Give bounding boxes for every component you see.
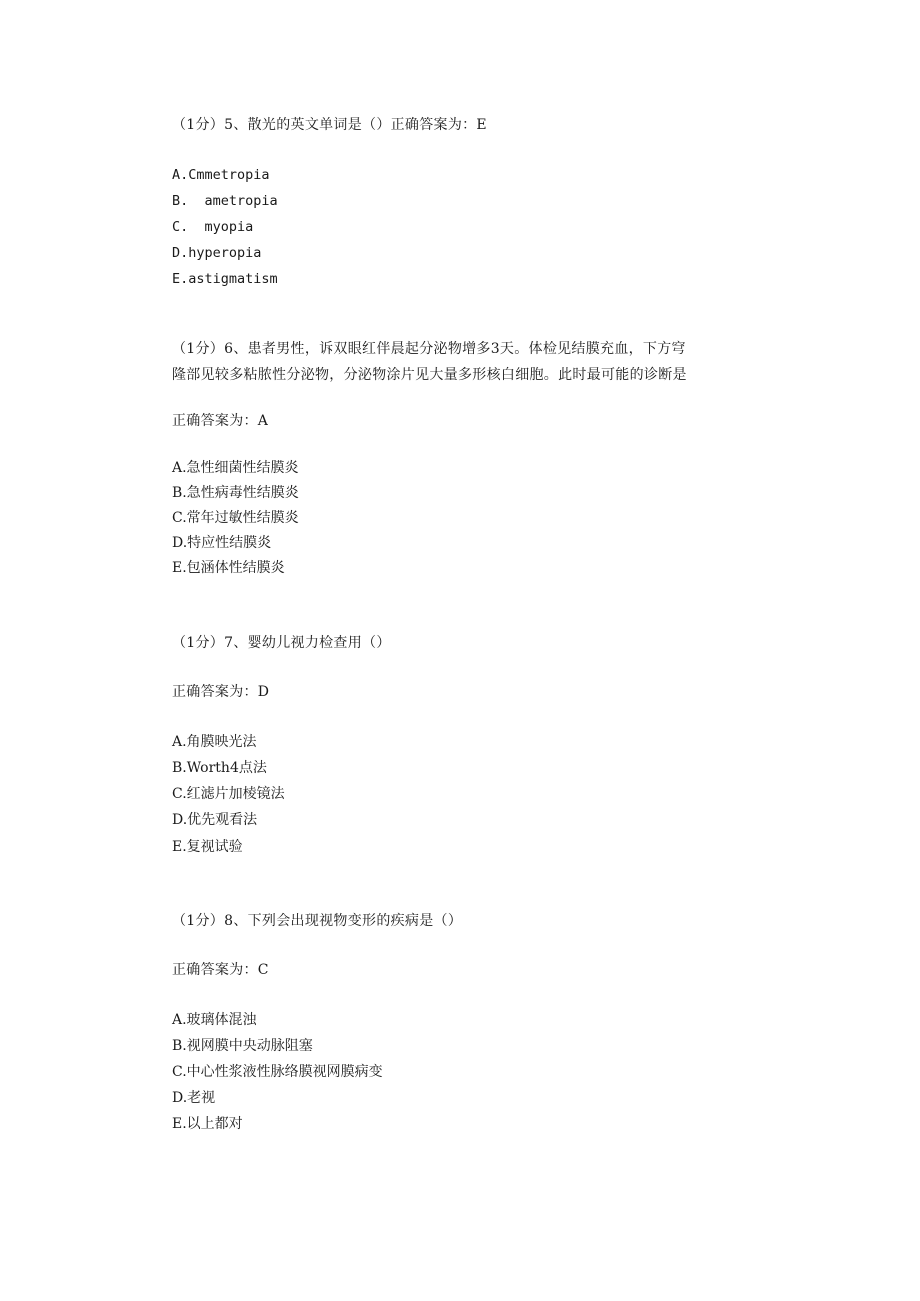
- option-c: C.常年过敏性结膜炎: [172, 510, 299, 526]
- option-c: C.红滤片加棱镜法: [172, 786, 285, 802]
- question-stem-continued: 隆部见较多粘脓性分泌物，分泌物涂片见大量多形核白细胞。此时最可能的诊断是: [172, 367, 687, 383]
- option-c: C.中心性浆液性脉络膜视网膜病变: [172, 1064, 383, 1080]
- option-b: B. ametropia: [172, 193, 278, 209]
- option-d: D.特应性结膜炎: [172, 535, 272, 551]
- option-a: A.玻璃体混浊: [172, 1012, 257, 1028]
- correct-answer: 正确答案为：C: [172, 962, 269, 978]
- option-e: E.复视试验: [172, 839, 243, 855]
- question-stem: （1分）7、婴幼儿视力检查用（）: [172, 635, 391, 651]
- option-e: E.astigmatism: [172, 271, 278, 287]
- option-b: B.Worth4点法: [172, 760, 267, 776]
- option-d: D.老视: [172, 1090, 216, 1106]
- option-d: D.优先观看法: [172, 812, 258, 828]
- question-stem: （1分）6、患者男性，诉双眼红伴晨起分泌物增多3天。体检见结膜充血，下方穹: [172, 341, 686, 357]
- question-stem: （1分）8、下列会出现视物变形的疾病是（）: [172, 913, 463, 929]
- option-b: B.视网膜中央动脉阻塞: [172, 1038, 313, 1054]
- option-a: A.急性细菌性结膜炎: [172, 460, 299, 476]
- question-stem: （1分）5、散光的英文单词是（）正确答案为：E: [172, 117, 487, 133]
- correct-answer: 正确答案为：A: [172, 413, 269, 429]
- option-a: A.Cmmetropia: [172, 167, 270, 183]
- option-c: C. myopia: [172, 219, 254, 235]
- option-b: B.急性病毒性结膜炎: [172, 485, 299, 501]
- option-e: E.包涵体性结膜炎: [172, 560, 285, 576]
- option-e: E.以上都对: [172, 1116, 243, 1132]
- option-a: A.角膜映光法: [172, 734, 257, 750]
- option-d: D.hyperopia: [172, 245, 262, 261]
- correct-answer: 正确答案为：D: [172, 684, 270, 700]
